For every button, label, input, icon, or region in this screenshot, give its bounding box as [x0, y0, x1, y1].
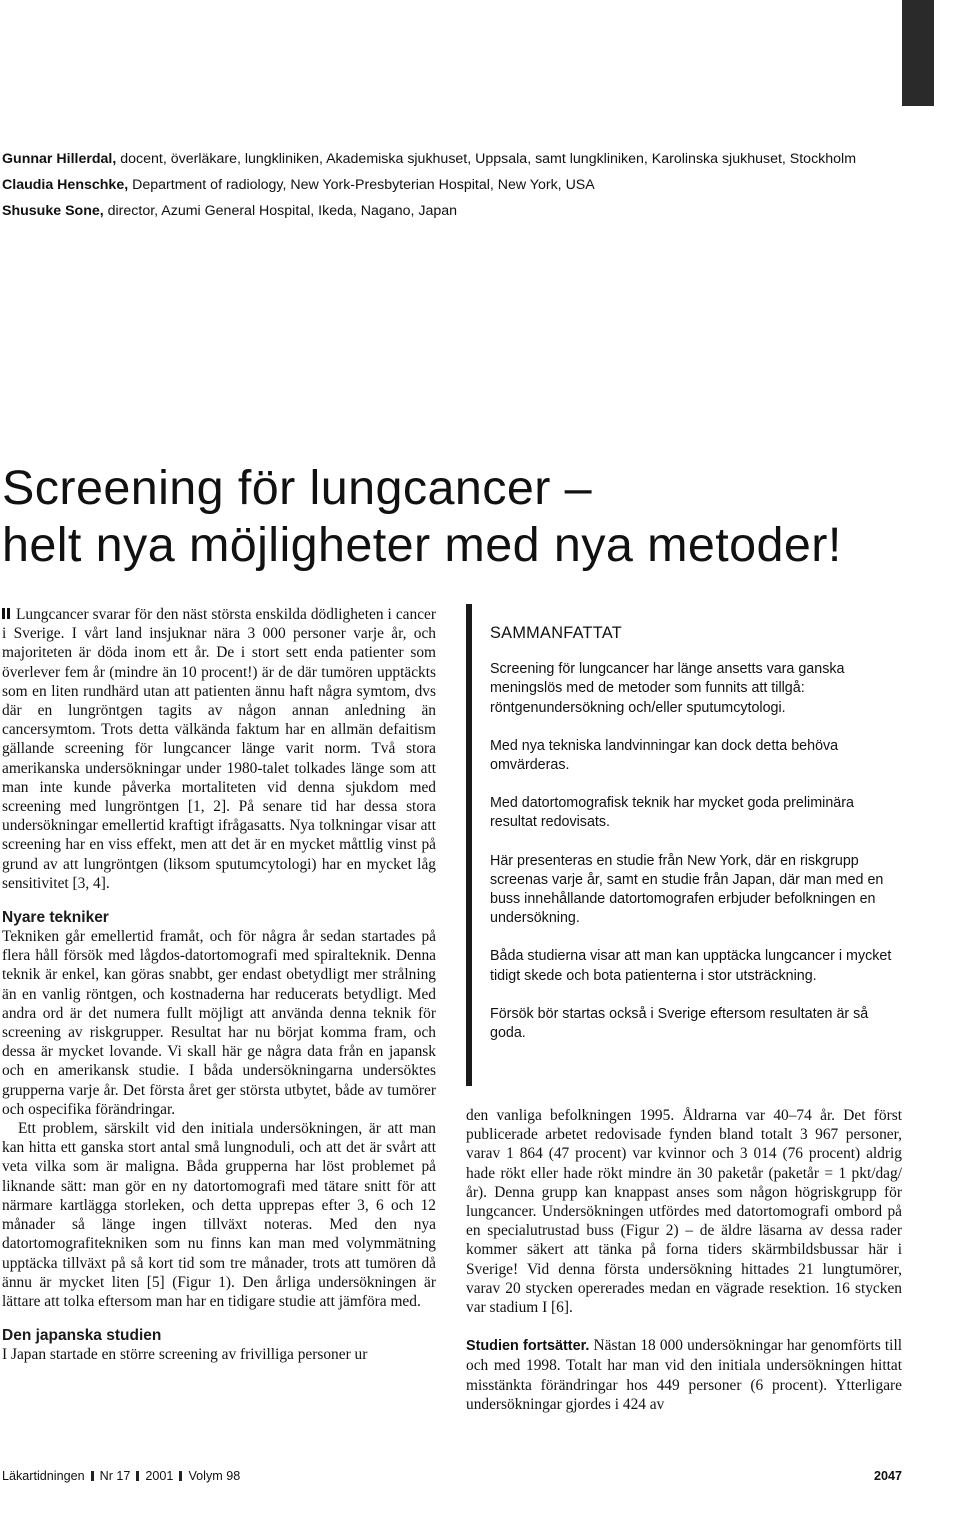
right-text-column	[466, 1106, 902, 1414]
page-number: 2047	[873, 1469, 902, 1483]
body-paragraph: Tekniken går emellertid framåt, och för några år sedan startades på flera håll försök med lågdos-datortomografi med spiralteknik. Denna teknik är enkel, kan göras snabbt, ger endast obetydligt mer strålning än en vanlig röntgen, och kostnaderna har reducerats betydligt. Med andra ord är det numera fullt möjligt att använda denna teknik för screening av riskgrupper. Resultat har nu börjat komma fram, och dessa är mycket lovande. Vi skall här ge några data från en japansk och en amerikansk studie. I båda undersökningarna undersöktes grupperna varje år. Det första året ger största utbytet, både av tumörer och ospecifika förändringar.	[2, 928, 436, 1118]
author-entry	[2, 174, 952, 196]
title-line-1: Screening för lungcancer –	[2, 461, 593, 515]
title-line-2: helt nya möjligheter med nya metoder!	[2, 518, 842, 572]
issue-number: Nr 17	[99, 1469, 131, 1483]
body-paragraph: den vanliga befolkningen 1995. Åldrarna var 40–74 år. Det först publicerade arbetet redovisade fynden bland totalt 3 967 personer, varav 1 864 (47 procent) var kvinnor och 3 014 (76 procent) aldrig hade rökt eller hade rökt mindre än 30 paketår (paketår = 1 pkt/dag/år). Denna grupp kan knappast anses som någon högriskgrupp för lungcancer. Undersökningen utfördes med datortomografi ombord på en specialutrustad buss (Figur 2) – de äldre läsarna av dessa rader kommer säkert att tänka på forna tiders skärmbildsbussar här i Sverige! Vid denna första undersökning hittades 21 lungtumörer, varav 20 stycken opererades medan en vägrade resektion. 16 stycken var stadium I [6].	[466, 1107, 902, 1317]
subheading-newer-techniques: Nyare tekniker	[2, 909, 109, 927]
lead-marker-icon	[2, 608, 5, 619]
body-paragraph: I Japan startade en större screening av frivilliga personer ur	[2, 1346, 368, 1364]
author-entry	[2, 148, 952, 170]
author-name: Claudia Henschke,	[2, 177, 129, 193]
footer-separator	[136, 1471, 139, 1481]
footer-separator	[91, 1471, 94, 1481]
summary-paragraph: Med datortomografisk teknik har mycket goda preliminära resultat redovisats.	[490, 795, 854, 831]
summary-paragraph: Med nya tekniska landvinningar kan dock detta behöva omvärderas.	[490, 737, 839, 774]
lead-marker-icon	[7, 608, 10, 619]
runin-heading: Studien fortsätter.	[466, 1338, 590, 1355]
author-affiliation: Department of radiology, New York-Presbyterian Hospital, New York, USA	[128, 177, 595, 193]
journal-name: Läkartidningen	[2, 1469, 85, 1483]
summary-box	[466, 604, 904, 1086]
issue-year: 2001	[145, 1469, 174, 1483]
summary-paragraph: Försök bör startas också i Sverige eftersom resultaten är så goda.	[490, 1005, 869, 1042]
page-footer	[2, 1468, 902, 1484]
author-affiliation: director, Azumi General Hospital, Ikeda, Nagano, Japan	[103, 203, 458, 219]
summary-title: SAMMANFATTAT	[490, 624, 623, 642]
body-paragraph: Ett problem, särskilt vid den initiala undersökningen, är att man kan hitta ett ganska stort antal små lungnoduli, och att det är svårt att veta vilka som är maligna. Båda grupperna har löst problemet på liknande sätt: man gör en ny datortomografi med tätare snitt för att närmare kartlägga storleken, och detta upprepas efter 3, 6 och 12 månader så länge ingen tillväxt noteras. Med den nya datortomografitekniken som nu finns kan man med volymmätning upptäcka tillväxt på så kort tid som tre månader, trots att tumören då ännu är mycket liten [5] (Figur 1). Den årliga undersökningen är lättare att tolka eftersom man har en tidigare studie att jämföra med.	[2, 1120, 436, 1310]
author-name: Shusuke Sone,	[2, 203, 104, 219]
summary-paragraph: Här presenteras en studie från New York, där en riskgrupp screenas varje år, samt en studie från Japan, där man med en buss innehållande datortomografen erbjuder befolkningen en undersökning.	[490, 852, 884, 927]
summary-paragraph: Båda studierna visar att man kan upptäcka lungcancer i mycket tidigt skede och bota patienterna i stor utsträckning.	[490, 948, 892, 984]
runin-text: Nästan 18 000 undersökningar har genomförts till och med 1998. Totalt har man vid den initiala undersökningen hittat misstänkta förändringar hos 449 personer (6 procent). Ytterligare undersökningar gjordes i 424 av	[466, 1337, 902, 1413]
author-list	[2, 148, 952, 222]
article-title	[2, 460, 952, 574]
lead-text: Lungcancer svarar för den näst största enskilda dödligheten i cancer i Sverige. I vårt land insjuknar nära 3 000 personer varje år, och majoriteten är döda inom ett år. De i stort sett enda patienter som överlever fem år (mindre än 10 procent!) är de där tumören upptäckts som en liten rundhärd utan att patienten ännu haft några symtom, dvs där en lungröntgen tagits av någon annan anledning än cancersymtom. Trots detta välkända faktum har en allmän defaitism gällande screening för lungcancer länge varit norm. Två stora amerikanska undersökningar under 1980-talet tolkades länge som att man inte kunde påverka mortaliteten vid denna sjukdom med screening med lungröntgen [1, 2]. På senare tid har dessa stora undersökningar emellertid kraftigt ifrågasatts. Nya tolkningar visar att screening har en viss effekt, men att det är en mycket måttlig vinst på grund av att lungröntgen (liksom sputumcytologi) har en mycket låg sensitivitet [3, 4].	[2, 606, 436, 892]
author-entry	[2, 200, 952, 222]
subheading-japanese-study: Den japanska studien	[2, 1327, 162, 1345]
author-affiliation: docent, överläkare, lungkliniken, Akademiska sjukhuset, Uppsala, samt lungkliniken, Karolinska sjukhuset, Stockholm	[116, 151, 857, 167]
footer-separator	[179, 1471, 182, 1481]
summary-rule	[466, 604, 472, 1086]
corner-tab-bar	[902, 0, 934, 106]
body-paragraph	[466, 1336, 902, 1414]
author-name: Gunnar Hillerdal,	[2, 151, 117, 167]
volume: Volym 98	[188, 1469, 241, 1483]
summary-body	[490, 624, 900, 1062]
left-text-column	[2, 605, 436, 1364]
lead-paragraph	[2, 605, 436, 893]
summary-paragraph: Screening för lungcancer har länge ansetts vara ganska meningslös med de metoder som funnits att tillgå: röntgenundersökning och/eller sputumcytologi.	[490, 661, 845, 716]
